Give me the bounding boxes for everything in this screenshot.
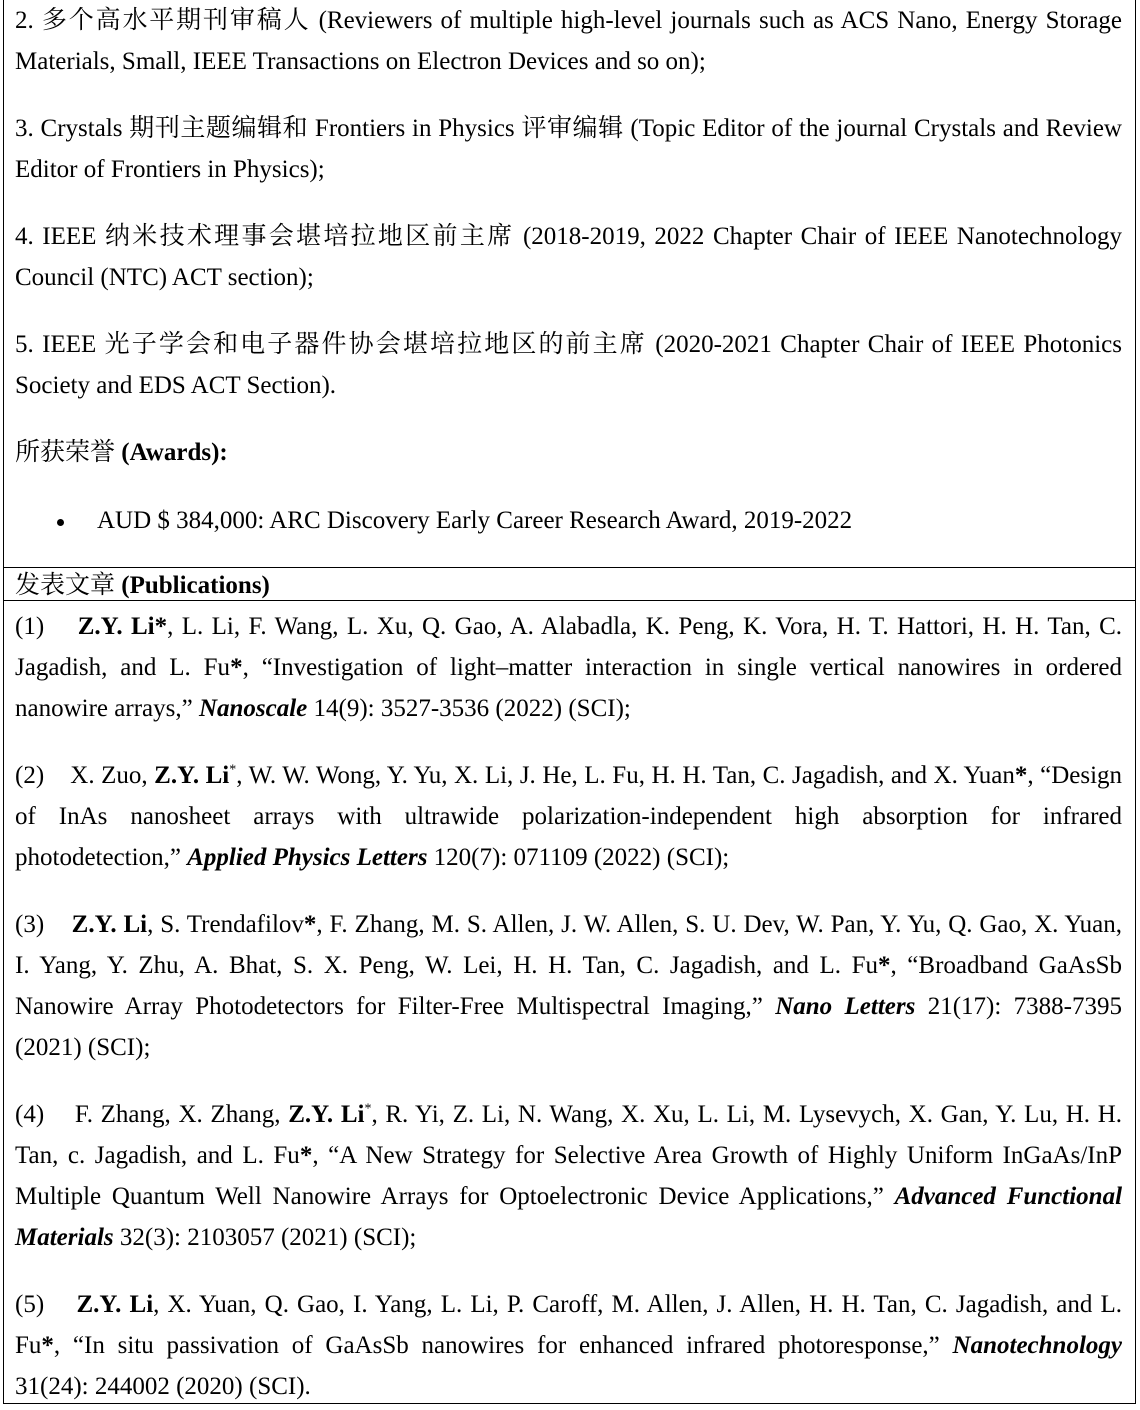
pub-main-author: Z.Y. Li bbox=[71, 911, 148, 938]
pub-title: , “Design of InAs nanosheet arrays with ultrawide polarization-independent high absorption for infrared photodetection,” bbox=[15, 762, 1123, 871]
publication-item bbox=[15, 755, 1122, 878]
publication-item bbox=[15, 606, 1122, 729]
pub-journal: Nanotechnology bbox=[952, 1332, 1122, 1359]
pub-citation: 120(7): 071109 (2022) (SCI); bbox=[427, 844, 730, 871]
pub-corresponding-mark: * bbox=[299, 1142, 313, 1169]
pub-journal: Nanoscale bbox=[198, 695, 308, 722]
service-item-4: 4. IEEE 纳米技术理事会堪培拉地区前主席 (2018-2019, 2022 Chapter Chair of IEEE Nanotechnology Council (NTC) ACT section); bbox=[15, 223, 1122, 291]
publications-heading-cn: 发表文章 bbox=[15, 572, 116, 599]
awards-heading-en: (Awards): bbox=[121, 439, 228, 466]
pub-main-author: Z.Y. Li bbox=[76, 1291, 154, 1318]
pub-citation: 31(24): 244002 (2020) (SCI). bbox=[15, 1373, 311, 1400]
pub-authors: , L. Li, F. Wang, L. Xu, Q. Gao, A. Alabadla, K. Peng, K. Vora, H. T. Hattori, H. H. Tan, C. Jagadish, and L. Fu bbox=[15, 613, 1122, 681]
service-item-3: 3. Crystals 期刊主题编辑和 Frontiers in Physics 评审编辑 (Topic Editor of the journal Crystals and Review Editor of Frontiers in Physics); bbox=[15, 115, 1122, 183]
pub-title: , “Broadband GaAsSb Nanowire Array Photodetectors for Filter-Free Multispectral Imaging,” bbox=[15, 952, 1122, 1020]
pub-title: , “A New Strategy for Selective Area Growth of Highly Uniform InGaAs/InP Multiple Quantum Well Nanowire Arrays for Optoelectronic Device Applications,” bbox=[15, 1142, 1122, 1210]
pub-authors-continued: , F. Zhang, M. S. Allen, J. W. Allen, S. U. Dev, W. Pan, Y. Yu, Q. Gao, X. Yuan, I. Yang, Y. Zhu, A. Bhat, S. X. Peng, W. Lei, H. H. Tan, C. Jagadish, and L. Fu bbox=[15, 911, 1123, 979]
pub-number: (2) bbox=[15, 762, 45, 789]
pub-citation: 14(9): 3527-3536 (2022) (SCI); bbox=[307, 695, 631, 722]
pub-corresponding-mark: * bbox=[41, 1332, 54, 1359]
service-item-5: 5. IEEE 光子学会和电子器件协会堪培拉地区的前主席 (2020-2021 Chapter Chair of IEEE Photonics Society and EDS ACT Section). bbox=[15, 331, 1122, 399]
pub-author-sup: * bbox=[229, 762, 237, 778]
publication-item bbox=[15, 1094, 1122, 1258]
pub-journal: Applied Physics Letters bbox=[187, 844, 428, 871]
pub-title: , “Investigation of light–matter interaction in single vertical nanowires in ordered nanowire arrays,” bbox=[15, 654, 1122, 722]
pub-number: (5) bbox=[15, 1291, 45, 1318]
publication-item bbox=[15, 904, 1122, 1068]
pub-number: (1) bbox=[15, 613, 45, 640]
pub-journal: Nano Letters bbox=[775, 993, 916, 1020]
service-item-2: 2. 多个高水平期刊审稿人 (Reviewers of multiple high-level journals such as ACS Nano, Energy Storage Materials, Small, IEEE Transactions on Electron Devices and so on); bbox=[15, 7, 1122, 75]
publication-item bbox=[15, 1284, 1122, 1407]
award-item: AUD $ 384,000: ARC Discovery Early Career Research Award, 2019-2022 bbox=[97, 507, 853, 534]
pub-corresponding-mark: * bbox=[877, 952, 891, 979]
pub-journal: Advanced Functional Materials bbox=[15, 1183, 1123, 1251]
pub-corresponding-mark: * bbox=[303, 911, 317, 938]
pub-authors-before: F. Zhang, X. Zhang, bbox=[74, 1101, 289, 1128]
awards-heading-cn: 所获荣誉 bbox=[15, 439, 116, 466]
bullet-icon bbox=[57, 519, 64, 526]
pub-authors-before: X. Zuo, bbox=[70, 762, 155, 789]
pub-main-author: Z.Y. Li bbox=[154, 762, 230, 789]
pub-number: (4) bbox=[15, 1101, 45, 1128]
pub-main-author: Z.Y. Li bbox=[288, 1101, 365, 1128]
pub-number: (3) bbox=[15, 911, 45, 938]
pub-authors: , S. Trendafilov bbox=[147, 911, 304, 938]
pub-authors: , X. Yuan, Q. Gao, I. Yang, L. Li, P. Caroff, M. Allen, J. Allen, H. H. Tan, C. Jagadish, and L. Fu bbox=[15, 1291, 1123, 1359]
pub-corresponding-mark: * bbox=[1014, 762, 1028, 789]
pub-citation: 32(3): 2103057 (2021) (SCI); bbox=[113, 1224, 417, 1251]
pub-authors: , R. Yi, Z. Li, N. Wang, X. Xu, L. Li, M. Lysevych, X. Gan, Y. Lu, H. H. Tan, c. Jagadish, and L. Fu bbox=[15, 1101, 1123, 1169]
pub-citation: 21(17): 7388-7395 (2021) (SCI); bbox=[15, 993, 1122, 1061]
pub-authors: , W. W. Wong, Y. Yu, X. Li, J. He, L. Fu, H. H. Tan, C. Jagadish, and X. Yuan bbox=[236, 762, 1015, 789]
pub-corresponding-mark: * bbox=[230, 654, 243, 681]
divider-bottom bbox=[3, 600, 1136, 601]
awards-heading bbox=[15, 432, 1122, 473]
publications-heading-en: (Publications) bbox=[121, 572, 270, 599]
pub-author-sup: * bbox=[364, 1101, 372, 1117]
pub-title: , “In situ passivation of GaAsSb nanowires for enhanced infrared photoresponse,” bbox=[53, 1332, 953, 1359]
pub-main-author: Z.Y. Li* bbox=[77, 613, 168, 640]
